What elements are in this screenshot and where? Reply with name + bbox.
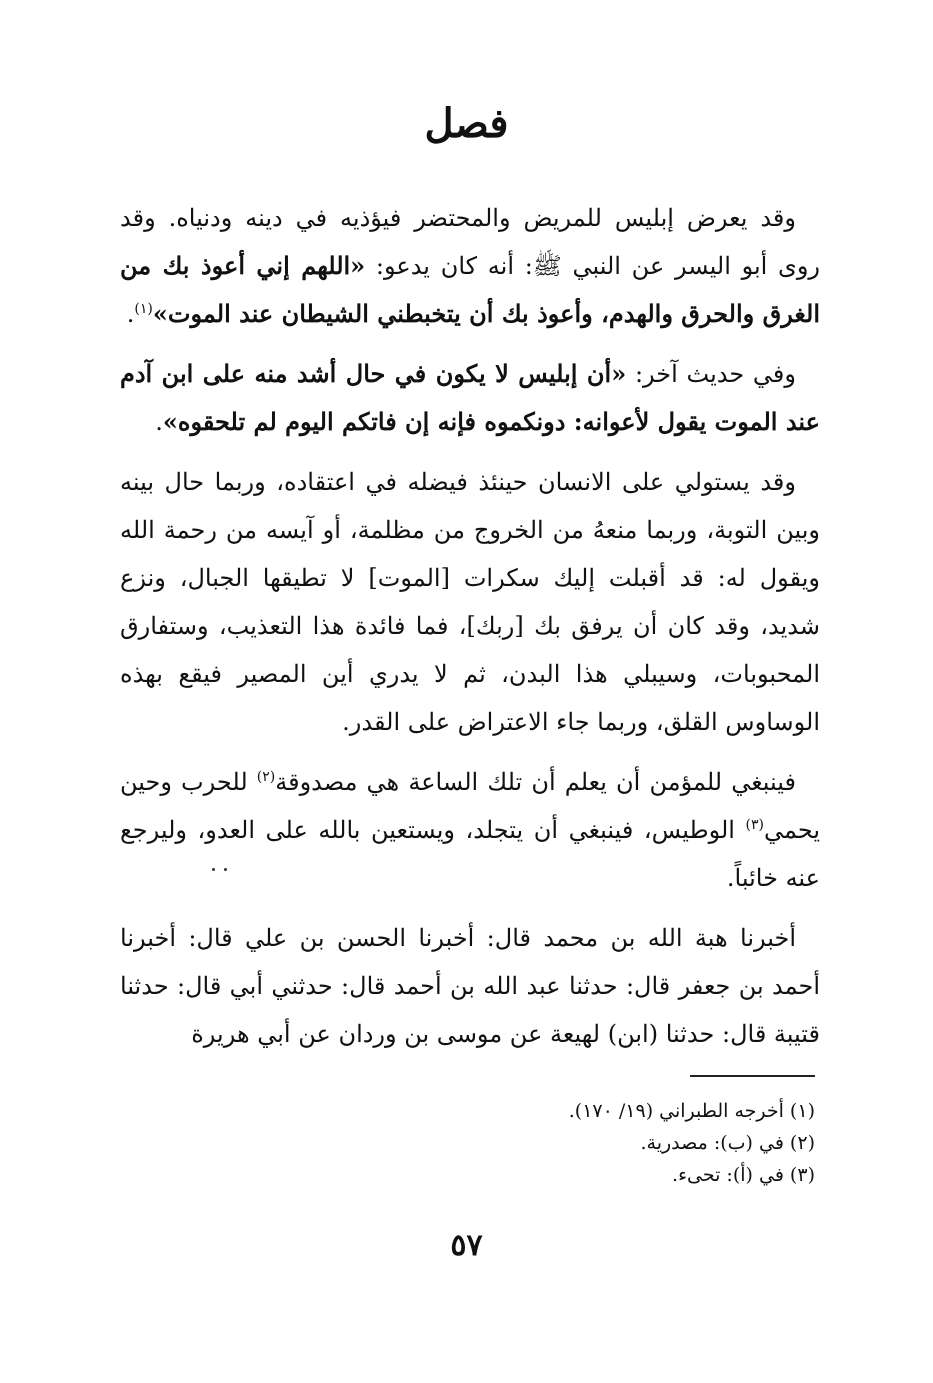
page-number: ٥٧ bbox=[450, 1228, 483, 1263]
paragraph-4 bbox=[120, 758, 820, 902]
text-run: للحرب وحين يحمي bbox=[120, 768, 821, 844]
footnote-ref: (٣) bbox=[745, 817, 764, 833]
paragraph-5 bbox=[120, 914, 820, 1058]
hadith-quote: «أن إبليس لا يكون في حال أشد منه على ابن آدم عند الموت يقول لأعوانه: دونكموه فإنه إن فاتكم اليوم لم تلحقوه» bbox=[120, 359, 820, 436]
footnotes bbox=[120, 1095, 815, 1191]
footnote-ref: (١) bbox=[134, 301, 153, 317]
footnote-2: (٢) في (ب): مصدرية. bbox=[640, 1132, 815, 1154]
hadith-quote: «اللهم إني أعوذ بك من الغرق والحرق والهدم، وأعوذ بك أن يتخبطني الشيطان عند الموت» bbox=[120, 251, 820, 328]
scan-speck bbox=[212, 868, 215, 871]
footnote-3: (٣) في (أ): تحىء. bbox=[672, 1164, 815, 1186]
text-run: . bbox=[126, 300, 135, 328]
text-run: . bbox=[155, 408, 163, 436]
body-text bbox=[120, 194, 820, 1070]
text-run: وفي حديث آخر: bbox=[626, 360, 796, 388]
footnote-1: (١) أخرجه الطبراني (١٩/ ١٧٠). bbox=[568, 1100, 815, 1122]
paragraph-1 bbox=[120, 194, 820, 338]
scan-speck bbox=[224, 868, 227, 871]
footnote-separator bbox=[690, 1075, 815, 1077]
paragraph-3 bbox=[120, 458, 820, 746]
text-run: الوطيس، فينبغي أن يتجلد، ويستعين بالله على العدو، وليرجع عنه خائباً. bbox=[120, 816, 820, 892]
text-run: وقد يستولي على الانسان حينئذ فيضله في اعتقاده، وربما حال بينه وبين التوبة، وربما منعهُ من الخروج من مظلمة، أو آيسه من رحمة الله ويقول له: قد أقبلت إليك سكرات [الموت] لا تطيقها الجبال، ونزع شديد، وقد كان أن يرفق بك [ربك]، فما فائدة هذا التعذيب، وستفارق المحبوبات، وسيبلي هذا البدن، ثم لا يدري أين المصير فيقع بهذه الوساوس القلق، وربما جاء الاعتراض على القدر. bbox=[120, 468, 820, 736]
section-title: فصل bbox=[424, 100, 509, 147]
footnote-ref: (٢) bbox=[256, 769, 276, 785]
text-run: فينبغي للمؤمن أن يعلم أن تلك الساعة هي مصدوقة bbox=[275, 768, 796, 796]
paragraph-2 bbox=[120, 350, 820, 446]
text-run: أخبرنا هبة الله بن محمد قال: أخبرنا الحسن بن علي قال: أخبرنا أحمد بن جعفر قال: حدثنا عبد الله بن أحمد قال: حدثني أبي قال: حدثنا قتيبة قال: حدثنا (ابن) لهيعة عن موسى بن وردان عن أبي هريرة bbox=[120, 924, 821, 1048]
text-run: وقد يعرض إبليس للمريض والمحتضر فيؤذيه في دينه ودنياه. وقد روى أبو اليسر عن النبي ﷺ: أنه كان يدعو: bbox=[120, 204, 820, 280]
